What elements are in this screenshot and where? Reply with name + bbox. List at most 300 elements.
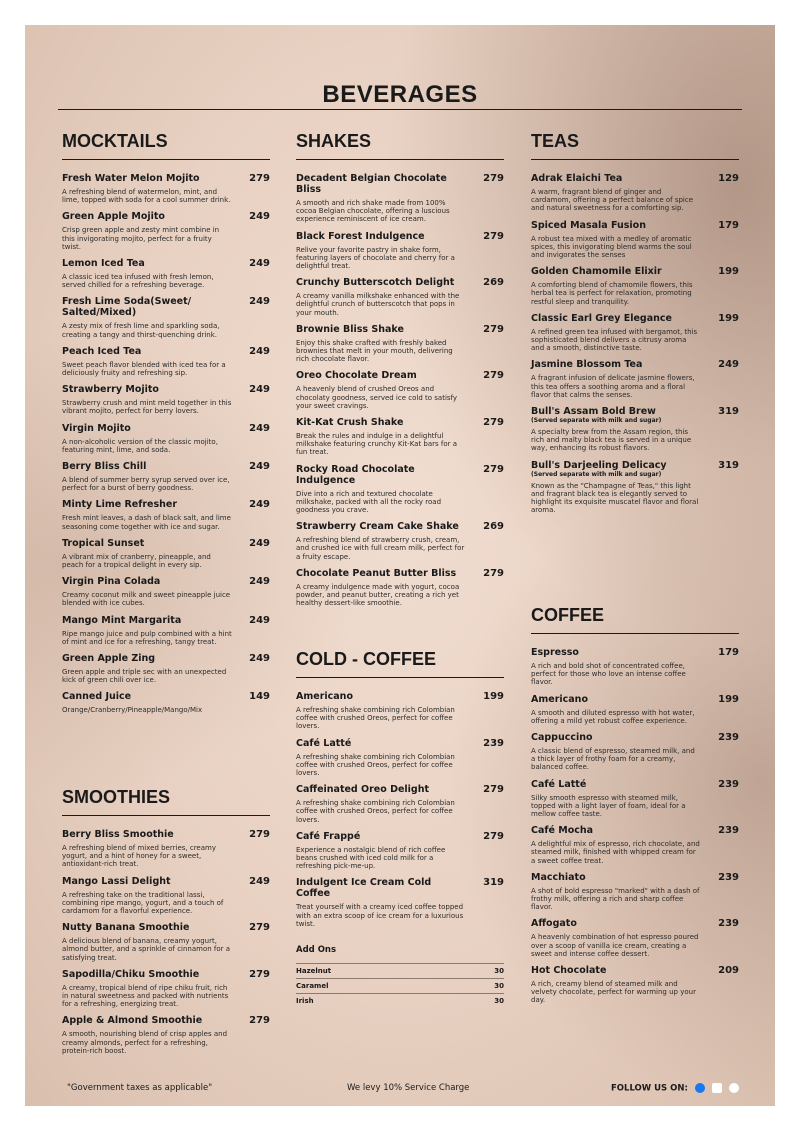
menu-item-header bbox=[531, 965, 739, 976]
item-description: A creamy vanilla milkshake enhanced with the delightful crunch of butterscotch that pops in your mouth. bbox=[296, 292, 460, 317]
menu-item-header bbox=[62, 538, 270, 549]
item-description: A delightful mix of espresso, rich chocolate, and steamed milk, finished with whipped cream for a sweet coffee treat. bbox=[531, 840, 700, 865]
section-shakes bbox=[296, 131, 504, 607]
item-name: Berry Bliss Smoothie bbox=[62, 829, 174, 840]
item-description: A classic iced tea infused with fresh lemon, served chilled for a refreshing beverage. bbox=[62, 273, 214, 290]
item-name: Macchiato bbox=[531, 871, 586, 883]
item-price: 319 bbox=[483, 877, 504, 889]
item-name-block bbox=[296, 277, 454, 288]
item-name-block bbox=[531, 694, 588, 705]
menu-item bbox=[531, 406, 739, 453]
item-price: 249 bbox=[249, 499, 270, 511]
item-description: A creamy, tropical blend of ripe chiku fruit, rich in natural sweetness and packed with nutrients for a refreshing, energizing treat. bbox=[62, 983, 229, 1009]
item-name-block bbox=[62, 615, 181, 626]
item-description: A heavenly combination of hot espresso poured over a scoop of vanilla ice cream, creating a sweet and intense coffee dessert. bbox=[531, 933, 699, 958]
section-title: TEAS bbox=[531, 131, 739, 160]
item-price: 249 bbox=[249, 537, 270, 549]
menu-item bbox=[531, 732, 739, 772]
item-name-block bbox=[531, 779, 586, 790]
menu-item-header bbox=[62, 922, 270, 933]
item-description: Crisp green apple and zesty mint combine in this invigorating mojito, perfect for a fruity twist. bbox=[62, 226, 220, 251]
item-name: Jasmine Blossom Tea bbox=[531, 359, 643, 371]
item-price: 279 bbox=[483, 173, 504, 184]
menu-item bbox=[531, 872, 739, 912]
item-name: Lemon Iced Tea bbox=[62, 258, 145, 270]
addon-row bbox=[296, 993, 504, 1008]
menu-item bbox=[531, 359, 739, 399]
item-description: Enjoy this shake crafted with freshly baked brownies that melt in your mouth, delivering rich chocolate flavor. bbox=[296, 338, 453, 364]
follow-us bbox=[611, 1083, 739, 1094]
item-description: A refreshing take on the traditional lassi, combining ripe mango, yogurt, and a touch of cardamom for a flavorful experience. bbox=[62, 890, 224, 916]
menu-item-header bbox=[62, 576, 270, 587]
item-name: Chocolate Peanut Butter Bliss bbox=[296, 567, 457, 579]
menu-item-header bbox=[296, 370, 504, 381]
menu-item bbox=[62, 876, 270, 916]
item-name: Green Apple Zing bbox=[62, 653, 156, 665]
item-name: Café Mocha bbox=[531, 825, 594, 837]
section-title: SHAKES bbox=[296, 131, 504, 160]
item-price: 279 bbox=[483, 417, 504, 429]
addon-price: 30 bbox=[494, 967, 504, 975]
item-description: A refreshing shake combining rich Colombian coffee with crushed Oreos, perfect for coffee lovers. bbox=[296, 799, 455, 824]
item-list bbox=[62, 829, 270, 1055]
service-charge-note: We levy 10% Service Charge bbox=[347, 1083, 470, 1093]
menu-item-header bbox=[531, 359, 739, 370]
item-name: Peach Iced Tea bbox=[62, 345, 142, 357]
menu-item-header bbox=[531, 460, 739, 478]
item-price: 249 bbox=[249, 461, 270, 473]
menu-item-header bbox=[296, 691, 504, 702]
menu-item bbox=[296, 464, 504, 515]
menu-item-header bbox=[296, 784, 504, 795]
menu-item-header bbox=[296, 568, 504, 579]
menu-item-header bbox=[62, 615, 270, 626]
item-description: A smooth and diluted espresso with hot water, offering a mild yet robust coffee experience. bbox=[531, 708, 695, 725]
item-description: A comforting blend of chamomile flowers, this herbal tea is perfect for relaxation, promoting restful sleep and tranquility. bbox=[531, 281, 693, 306]
menu-item bbox=[62, 615, 270, 646]
item-name: Strawberry Cream Cake Shake bbox=[296, 521, 459, 533]
item-name: Tropical Sunset bbox=[62, 537, 145, 549]
menu-item-header bbox=[296, 738, 504, 749]
item-name-block bbox=[62, 538, 144, 549]
follow-us-label: FOLLOW US ON: bbox=[611, 1083, 688, 1094]
item-price: 279 bbox=[249, 1015, 270, 1027]
item-price: 249 bbox=[249, 345, 270, 357]
menu-item bbox=[62, 1015, 270, 1055]
item-price: 179 bbox=[718, 219, 739, 231]
menu-item-header bbox=[531, 266, 739, 277]
item-name: Sapodilla/Chiku Smoothie bbox=[62, 968, 200, 980]
menu-item bbox=[62, 423, 270, 454]
menu-item-header bbox=[62, 969, 270, 980]
item-price: 249 bbox=[249, 258, 270, 270]
item-description: A refreshing blend of strawberry crush, cream, and crushed ice with full cream milk, perfect for a fruity escape. bbox=[296, 536, 465, 561]
item-name-block bbox=[62, 691, 131, 702]
item-name-block bbox=[531, 872, 586, 883]
section-coffee bbox=[531, 605, 739, 1012]
item-name: Bull's Darjeeling Delicacy bbox=[531, 459, 667, 471]
page-title: BEVERAGES bbox=[322, 81, 478, 108]
item-name: Café Frappé bbox=[296, 830, 361, 842]
item-name-block bbox=[62, 173, 200, 184]
item-name: Apple & Almond Smoothie bbox=[62, 1015, 203, 1027]
item-price: 319 bbox=[718, 406, 739, 418]
item-name-block bbox=[62, 829, 174, 840]
menu-item-header bbox=[531, 918, 739, 929]
item-description: A delicious blend of banana, creamy yogurt, almond butter, and a sprinkle of cinnamon for a satisfying treat. bbox=[62, 937, 231, 962]
item-description: A warm, fragrant blend of ginger and cardamom, offering a perfect balance of spice and natural sweetness for a comforting sip. bbox=[531, 188, 694, 213]
menu-item bbox=[296, 521, 504, 561]
menu-page bbox=[25, 25, 775, 1106]
item-list bbox=[296, 691, 504, 928]
item-note: (Served separate with milk and sugar) bbox=[531, 417, 662, 425]
item-description: Relive your favorite pastry in shake form, featuring layers of chocolate and cherry for a delightful treat. bbox=[296, 245, 455, 271]
item-name: Minty Lime Refresher bbox=[62, 499, 178, 511]
menu-item bbox=[62, 499, 270, 530]
item-name: Oreo Chocolate Dream bbox=[296, 370, 417, 382]
item-name-block bbox=[296, 173, 461, 195]
item-name-block bbox=[531, 825, 593, 836]
item-price: 269 bbox=[483, 277, 504, 289]
item-description: A shot of bold espresso "marked" with a dash of frothy milk, offering a rich and sharp coffee flavor. bbox=[531, 886, 700, 912]
item-name-block bbox=[296, 521, 459, 532]
menu-item bbox=[62, 969, 270, 1009]
column-left bbox=[62, 131, 270, 1055]
item-price: 199 bbox=[718, 693, 739, 705]
item-name-block bbox=[296, 324, 404, 335]
item-description: A smooth and rich shake made from 100% cocoa Belgian chocolate, offering a luscious experience reminiscent of ice cream. bbox=[296, 199, 450, 224]
item-list bbox=[531, 647, 739, 1005]
menu-item bbox=[62, 173, 270, 204]
menu-item-header bbox=[296, 417, 504, 428]
menu-item-header bbox=[531, 313, 739, 324]
item-name: Virgin Pina Colada bbox=[62, 576, 161, 588]
item-price: 249 bbox=[249, 422, 270, 434]
menu-item bbox=[296, 324, 504, 364]
item-name: Rocky Road Chocolate Indulgence bbox=[296, 463, 415, 486]
menu-item-header bbox=[62, 876, 270, 887]
item-price: 279 bbox=[249, 173, 270, 184]
item-name-block bbox=[531, 359, 642, 370]
item-price: 209 bbox=[718, 965, 739, 977]
menu-item bbox=[62, 258, 270, 289]
menu-item-header bbox=[531, 220, 739, 231]
menu-item bbox=[296, 877, 504, 928]
menu-item-header bbox=[62, 653, 270, 664]
item-name: Fresh Water Melon Mojito bbox=[62, 173, 200, 184]
item-description: Fresh mint leaves, a dash of black salt, and lime seasoning come together with ice and sugar. bbox=[62, 514, 231, 531]
menu-item bbox=[62, 829, 270, 869]
menu-item-header bbox=[296, 877, 504, 899]
menu-item-header bbox=[62, 461, 270, 472]
menu-item-header bbox=[296, 521, 504, 532]
item-description: Orange/Cranberry/Pineapple/Mango/Mix bbox=[62, 706, 203, 715]
item-description: Sweet peach flavor blended with iced tea for a deliciously fruity and refreshing sip. bbox=[62, 360, 226, 378]
menu-item-header bbox=[296, 173, 504, 195]
menu-item bbox=[62, 346, 270, 377]
item-name-block bbox=[62, 922, 189, 933]
item-description: Dive into a rich and textured chocolate milkshake, packed with all the rocky road goodness you crave. bbox=[296, 489, 442, 515]
addons-title: Add Ons bbox=[296, 945, 337, 955]
item-price: 199 bbox=[483, 691, 504, 702]
item-name: Americano bbox=[296, 691, 353, 702]
section-addons bbox=[296, 945, 504, 1008]
item-description: A rich and bold shot of concentrated coffee, perfect for those who love an intense coffee flavor. bbox=[531, 662, 686, 687]
whatsapp-icon[interactable] bbox=[729, 1083, 739, 1093]
column-right bbox=[531, 131, 739, 1005]
item-name-block bbox=[62, 576, 160, 587]
item-price: 279 bbox=[483, 463, 504, 475]
item-price: 249 bbox=[249, 384, 270, 396]
item-price: 249 bbox=[249, 875, 270, 887]
item-name-block bbox=[62, 384, 159, 395]
item-price: 269 bbox=[483, 521, 504, 533]
item-name: Café Latté bbox=[296, 737, 352, 749]
item-name: Americano bbox=[531, 693, 588, 705]
menu-item bbox=[531, 779, 739, 819]
item-list bbox=[62, 173, 270, 715]
item-price: 319 bbox=[718, 459, 739, 471]
menu-item bbox=[296, 417, 504, 457]
item-name: Hot Chocolate bbox=[531, 965, 607, 977]
item-price: 239 bbox=[718, 778, 739, 790]
item-name-block bbox=[62, 499, 177, 510]
section-teas bbox=[531, 131, 739, 514]
item-price: 279 bbox=[483, 230, 504, 242]
item-price: 279 bbox=[483, 323, 504, 335]
menu-item-header bbox=[62, 1015, 270, 1026]
item-name-block bbox=[62, 258, 145, 269]
item-name: Kit-Kat Crush Shake bbox=[296, 417, 404, 429]
item-description: A fragrant infusion of delicate jasmine flowers, this tea offers a soothing aroma and a floral flavor that calms the senses. bbox=[531, 374, 695, 399]
menu-item bbox=[296, 831, 504, 871]
item-name-block bbox=[531, 173, 622, 184]
section-mocktails bbox=[62, 131, 270, 715]
item-name: Café Latté bbox=[531, 778, 587, 790]
menu-item-header bbox=[296, 464, 504, 486]
menu-item bbox=[62, 576, 270, 607]
menu-item-header bbox=[531, 732, 739, 743]
item-name-block bbox=[531, 732, 593, 743]
item-description: A refreshing blend of mixed berries, creamy yogurt, and a hint of honey for a sweet, antioxidant-rich treat. bbox=[62, 844, 216, 869]
item-price: 239 bbox=[718, 825, 739, 837]
menu-item bbox=[531, 694, 739, 725]
item-name-block bbox=[62, 876, 171, 887]
item-name: Classic Earl Grey Elegance bbox=[531, 312, 672, 324]
item-name: Fresh Lime Soda(Sweet/ Salted/Mixed) bbox=[62, 296, 192, 319]
item-name: Indulgent Ice Cream Cold Coffee bbox=[296, 877, 432, 900]
item-name: Adrak Elaichi Tea bbox=[531, 173, 623, 184]
item-description: A creamy indulgence made with yogurt, cocoa powder, and peanut butter, creating a rich yet healthy dessert-like smoothie. bbox=[296, 582, 460, 608]
item-description: A blend of summer berry syrup served over ice, perfect for a burst of berry goodness. bbox=[62, 476, 230, 493]
menu-item bbox=[296, 173, 504, 224]
menu-item-header bbox=[296, 324, 504, 335]
menu-item bbox=[62, 691, 270, 714]
item-price: 249 bbox=[718, 359, 739, 371]
addon-name: Irish bbox=[296, 997, 314, 1005]
section-title: SMOOTHIES bbox=[62, 787, 270, 816]
addon-list bbox=[296, 963, 504, 1008]
item-description: A zesty mix of fresh lime and sparkling soda, creating a tangy and thirst-quenching drink. bbox=[62, 322, 220, 339]
menu-item bbox=[296, 231, 504, 271]
item-name-block bbox=[62, 969, 199, 980]
menu-item-header bbox=[62, 173, 270, 184]
item-price: 179 bbox=[718, 647, 739, 658]
item-name: Cappuccino bbox=[531, 732, 593, 744]
item-price: 199 bbox=[718, 312, 739, 324]
item-price: 239 bbox=[718, 871, 739, 883]
menu-item bbox=[62, 538, 270, 569]
item-name-block bbox=[62, 346, 141, 357]
item-name: Mango Mint Margarita bbox=[62, 614, 182, 626]
menu-item-header bbox=[62, 384, 270, 395]
item-note: (Served separate with milk and sugar) bbox=[531, 470, 662, 478]
item-price: 279 bbox=[249, 922, 270, 934]
menu-item bbox=[296, 568, 504, 608]
menu-item bbox=[531, 266, 739, 306]
item-description: Known as the "Champagne of Teas," this light and fragrant black tea is elegantly served to highlight its exquisite muscatel flavor and floral aroma. bbox=[531, 481, 699, 515]
item-name: Berry Bliss Chill bbox=[62, 461, 147, 473]
item-name-block bbox=[296, 370, 417, 381]
menu-item bbox=[62, 653, 270, 684]
item-description: A classic blend of espresso, steamed milk, and a thick layer of frothy foam for a creamy, balanced coffee. bbox=[531, 747, 695, 772]
item-description: Green apple and triple sec with an unexpected kick of green chili over ice. bbox=[62, 668, 227, 685]
item-price: 279 bbox=[483, 567, 504, 579]
item-name-block bbox=[531, 965, 606, 976]
menu-item bbox=[531, 825, 739, 865]
item-price: 249 bbox=[249, 211, 270, 223]
item-description: A vibrant mix of cranberry, pineapple, and peach for a tropical delight in every sip. bbox=[62, 552, 211, 570]
menu-item bbox=[531, 220, 739, 260]
title-divider bbox=[58, 109, 742, 110]
item-name-block bbox=[296, 691, 353, 702]
menu-item bbox=[62, 384, 270, 415]
menu-item-header bbox=[531, 825, 739, 836]
addon-price: 30 bbox=[494, 982, 504, 990]
menu-item bbox=[531, 965, 739, 1005]
addon-row bbox=[296, 978, 504, 993]
section-smoothies bbox=[62, 787, 270, 1062]
menu-item-header bbox=[62, 346, 270, 357]
item-name: Strawberry Mojito bbox=[62, 384, 159, 396]
menu-item-header bbox=[531, 779, 739, 790]
item-description: Treat yourself with a creamy iced coffee topped with an extra scoop of ice cream for a luxurious twist. bbox=[296, 903, 464, 928]
menu-item bbox=[62, 211, 270, 251]
menu-item-header bbox=[62, 296, 270, 318]
menu-item bbox=[296, 277, 504, 317]
item-list bbox=[296, 173, 504, 607]
item-description: Break the rules and indulge in a delightful milkshake featuring crunchy Kit-Kat bars for a fun treat. bbox=[296, 432, 458, 457]
item-name-block bbox=[531, 647, 579, 658]
item-description: A heavenly blend of crushed Oreos and chocolaty goodness, served ice cold to satisfy your sweet cravings. bbox=[296, 385, 458, 410]
item-name-block bbox=[62, 653, 155, 664]
menu-item bbox=[531, 460, 739, 515]
item-description: A non-alcoholic version of the classic mojito, featuring mint, lime, and soda. bbox=[62, 437, 218, 454]
item-name-block bbox=[531, 460, 667, 478]
item-name-block bbox=[296, 568, 456, 579]
menu-item bbox=[531, 313, 739, 353]
item-price: 279 bbox=[483, 784, 504, 796]
menu-item-header bbox=[296, 277, 504, 288]
item-name: Espresso bbox=[531, 647, 579, 658]
menu-item-header bbox=[531, 173, 739, 184]
instagram-icon[interactable] bbox=[712, 1083, 722, 1093]
item-description: Silky smooth espresso with steamed milk, topped with a light layer of foam, ideal for a mellow coffee taste. bbox=[531, 793, 686, 819]
menu-item bbox=[531, 918, 739, 958]
section-title: COLD - COFFEE bbox=[296, 649, 504, 678]
item-name-block bbox=[296, 784, 429, 795]
addon-name: Caramel bbox=[296, 982, 329, 990]
item-name-block bbox=[531, 220, 646, 231]
item-price: 279 bbox=[483, 830, 504, 842]
section-cold-coffee bbox=[296, 649, 504, 935]
menu-item bbox=[62, 922, 270, 962]
item-name: Affogato bbox=[531, 918, 577, 930]
item-name-block bbox=[296, 877, 461, 899]
item-price: 129 bbox=[718, 173, 739, 184]
facebook-icon[interactable] bbox=[695, 1083, 705, 1093]
item-price: 249 bbox=[249, 653, 270, 665]
item-price: 239 bbox=[718, 732, 739, 744]
menu-item-header bbox=[62, 211, 270, 222]
menu-item bbox=[296, 738, 504, 778]
menu-item bbox=[531, 647, 739, 687]
menu-item-header bbox=[531, 406, 739, 424]
item-name-block bbox=[531, 406, 661, 424]
menu-item bbox=[62, 296, 270, 338]
item-name-block bbox=[296, 417, 403, 428]
menu-item-header bbox=[296, 831, 504, 842]
item-price: 249 bbox=[249, 576, 270, 588]
item-price: 149 bbox=[249, 691, 270, 703]
item-name: Crunchy Butterscotch Delight bbox=[296, 277, 455, 289]
item-name-block bbox=[296, 231, 425, 242]
menu-item bbox=[62, 461, 270, 492]
item-description: A rich, creamy blend of steamed milk and velvety chocolate, perfect for warming up your day. bbox=[531, 980, 696, 1005]
section-title: MOCKTAILS bbox=[62, 131, 270, 160]
menu-item bbox=[296, 370, 504, 410]
item-price: 239 bbox=[483, 737, 504, 749]
item-name-block bbox=[296, 831, 360, 842]
item-description: Creamy coconut milk and sweet pineapple juice blended with ice cubes. bbox=[62, 591, 231, 608]
item-name: Bull's Assam Bold Brew bbox=[531, 406, 656, 418]
item-description: A refreshing blend of watermelon, mint, and lime, topped with soda for a cool summer drink. bbox=[62, 188, 231, 205]
column-middle bbox=[296, 131, 504, 1005]
item-name-block bbox=[62, 423, 131, 434]
taxes-note: "Government taxes as applicable" bbox=[67, 1083, 213, 1093]
menu-item-header bbox=[62, 423, 270, 434]
section-title: COFFEE bbox=[531, 605, 739, 634]
item-description: A specialty brew from the Assam region, this rich and malty black tea is served in a unique way, enhancing its robust flavors. bbox=[531, 428, 692, 453]
item-name: Virgin Mojito bbox=[62, 422, 131, 434]
menu-item bbox=[296, 784, 504, 824]
addon-row bbox=[296, 963, 504, 978]
item-description: Experience a nostalgic blend of rich coffee beans crushed with iced cold milk for a refreshing pick-me-up. bbox=[296, 845, 446, 871]
item-price: 199 bbox=[718, 266, 739, 278]
item-description: Strawberry crush and mint meld together in this vibrant mojito, perfect for berry lovers. bbox=[62, 399, 232, 416]
item-price: 249 bbox=[249, 296, 270, 308]
item-name: Caffeinated Oreo Delight bbox=[296, 784, 430, 796]
item-price: 249 bbox=[249, 614, 270, 626]
menu-item-header bbox=[531, 694, 739, 705]
item-name: Decadent Belgian Chocolate Bliss bbox=[296, 173, 447, 195]
item-description: A refined green tea infused with bergamot, this sophisticated blend delivers a citrusy aroma and a smooth, distinctive taste. bbox=[531, 327, 698, 353]
item-name-block bbox=[296, 738, 351, 749]
item-name: Black Forest Indulgence bbox=[296, 230, 425, 242]
item-name: Green Apple Mojito bbox=[62, 211, 165, 223]
item-name: Mango Lassi Delight bbox=[62, 875, 171, 887]
menu-item-header bbox=[62, 691, 270, 702]
